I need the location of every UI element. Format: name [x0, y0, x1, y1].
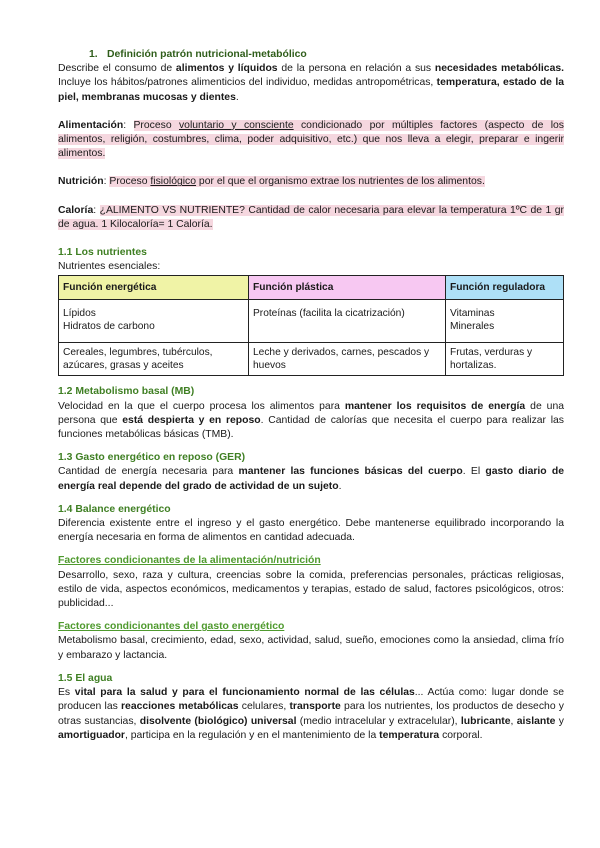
section-number: 1.	[89, 49, 98, 60]
separator: :	[103, 176, 110, 188]
mb-bold: está despierta y en reposo	[122, 414, 261, 426]
cell-text: Vitaminas	[450, 308, 495, 320]
alimentacion-definition	[58, 119, 564, 162]
intro-text: Incluye los hábitos/patrones alimenticios del individuo, medidas antropométricas,	[58, 77, 437, 89]
table-cell: Leche y derivados, carnes, pescados y huevos	[249, 343, 446, 376]
spacer	[58, 161, 564, 175]
table-cell: Frutas, verduras y hortalizas.	[446, 343, 564, 376]
ger-paragraph	[58, 465, 564, 493]
def-text: condicionado por múltiples factores (aspecto de los alimentos, religión, costumbres, clima, poder adquisitivo, etc.) que nos lleva a elegir, preparar e ingerir alimentos.	[58, 119, 565, 160]
table-row	[59, 343, 564, 376]
ger-text: Cantidad de energía necesaria para	[58, 466, 239, 478]
intro-bold: alimentos y líquidos	[175, 63, 278, 75]
def-text: Proceso	[109, 176, 151, 188]
intro-text: .	[235, 91, 239, 103]
spacer	[58, 442, 564, 451]
nutricion-definition	[58, 175, 564, 189]
factores-alimentacion-heading[interactable]: Factores condicionantes de la alimentación/nutrición	[58, 555, 321, 567]
def-text: Proceso	[133, 119, 179, 131]
section-title-text: Definición patrón nutricional-metabólico	[107, 49, 307, 60]
alimentacion-text	[58, 120, 564, 159]
separator: :	[123, 119, 134, 131]
alimentacion-label: Alimentación	[58, 119, 124, 131]
spacer	[58, 494, 564, 503]
header-plastica: Función plástica	[249, 276, 446, 300]
mb-bold: mantener los requisitos de energía	[344, 400, 526, 412]
intro-bold: necesidades metabólicas.	[434, 63, 565, 75]
table-cell	[59, 300, 249, 343]
intro-text: Describe el consumo de	[58, 63, 176, 75]
spacer	[58, 105, 564, 119]
agua-paragraph	[58, 686, 564, 743]
factores-alimentacion-paragraph: Desarrollo, sexo, raza y cultura, creencias sobre la comida, preferencias personales, prácticas religiosas, estilo de vida, aspectos económicos, medicamentos y terapias, estado de salud, factores psicológicos, otros: publicidad...	[58, 569, 564, 610]
cell-text: Lípidos	[63, 308, 96, 320]
mb-heading: 1.2 Metabolismo basal (MB)	[58, 386, 195, 398]
nutrientes-table	[58, 275, 564, 376]
mb-paragraph	[58, 400, 564, 443]
agua-text: ... Actúa como: lugar donde se producen las	[58, 687, 565, 713]
table-cell	[446, 300, 564, 343]
ger-text: .	[338, 480, 342, 492]
intro-bold: temperatura, estado de la piel, membranas mucosas y dientes	[58, 77, 564, 103]
ger-heading: 1.3 Gasto energético en reposo (GER)	[58, 452, 246, 464]
spacer	[58, 611, 564, 620]
intro-text: de la persona en relación a sus	[277, 63, 435, 75]
nutricion-text	[109, 176, 484, 187]
caloria-label: Caloría	[58, 204, 94, 216]
spacer	[58, 232, 564, 246]
caloria-definition	[58, 204, 564, 232]
agua-text: para los nutrientes, los productos de desecho y otras sustancias,	[58, 701, 564, 727]
balance-heading: 1.4 Balance energético	[58, 503, 171, 515]
agua-text: corporal.	[439, 729, 483, 741]
nutrientes-subheading: Nutrientes esenciales:	[58, 261, 161, 273]
agua-text: y	[555, 715, 564, 727]
factores-gasto-paragraph: Metabolismo basal, crecimiento, edad, sexo, actividad, salud, sueño, emociones como la ansiedad, clima frío y embarazo y lactancia.	[58, 635, 564, 661]
ger-text: . El	[462, 466, 486, 478]
spacer	[58, 663, 564, 672]
ger-bold: gasto diario de energía real depende del grado de actividad de un sujeto	[58, 466, 565, 492]
ger-bold: mantener las funciones básicas del cuerpo	[238, 466, 463, 478]
mb-text: . Cantidad de calorías que necesita el cuerpo para realizar las funciones metabólicas básicas (TMB).	[58, 414, 564, 441]
section-title	[58, 48, 564, 62]
spacer	[58, 376, 564, 385]
table-cell: Cereales, legumbres, tubérculos, azúcares, grasas y aceites	[59, 343, 249, 376]
header-reguladora: Función reguladora	[446, 276, 564, 300]
mb-text: Velocidad en la que el cuerpo procesa los alimentos para	[58, 400, 345, 412]
intro-paragraph	[58, 62, 564, 105]
separator: :	[93, 204, 100, 216]
table-cell: Proteínas (facilita la cicatrización)	[249, 300, 446, 343]
agua-text: (medio intracelular y extracelular),	[296, 715, 461, 727]
factores-gasto-heading[interactable]: Factores condicionantes del gasto energético	[58, 621, 285, 633]
cell-text: Minerales	[450, 321, 495, 333]
nutrientes-heading: 1.1 Los nutrientes	[58, 247, 147, 259]
agua-bold: lubricante	[460, 715, 511, 727]
agua-text: celulares,	[238, 701, 290, 713]
spacer	[58, 545, 564, 554]
agua-text: Es	[58, 687, 75, 699]
agua-text: , participa en la regulación y en el mantenimiento de la	[124, 729, 380, 741]
agua-bold: temperatura	[379, 729, 440, 741]
def-underlined: fisiológico	[150, 176, 197, 188]
table-row	[59, 300, 564, 343]
agua-heading: 1.5 El agua	[58, 672, 113, 684]
agua-bold: amortiguador	[58, 729, 125, 741]
agua-bold: aislante	[516, 715, 556, 727]
header-energetica: Función energética	[59, 276, 249, 300]
table-header-row	[59, 276, 564, 300]
agua-bold: transporte	[289, 701, 341, 713]
caloria-text: ¿ALIMENTO VS NUTRIENTE? Cantidad de calor necesaria para elevar la temperatura 1ºC de 1 gr de agua. 1 Kilocaloría= 1 Caloría.	[58, 204, 565, 230]
agua-text: ,	[510, 715, 517, 727]
mb-text: de una persona que	[58, 400, 565, 426]
def-text: por el que el organismo extrae los nutrientes de los alimentos.	[196, 176, 485, 188]
agua-bold: vital para la salud y para el funcionamiento normal de las células	[74, 687, 415, 699]
agua-bold: reacciones metabólicas	[121, 701, 239, 713]
spacer	[58, 190, 564, 204]
cell-text: Hidratos de carbono	[63, 321, 155, 333]
balance-paragraph: Diferencia existente entre el ingreso y el gasto energético. Debe mantenerse equilibrado incorporando la energía necesaria en forma de alimentos en cantidad adecuada.	[58, 518, 564, 544]
agua-bold: disolvente (biológico) universal	[139, 715, 297, 727]
def-underlined: voluntario y consciente	[178, 119, 294, 131]
nutricion-label: Nutrición	[58, 176, 104, 188]
